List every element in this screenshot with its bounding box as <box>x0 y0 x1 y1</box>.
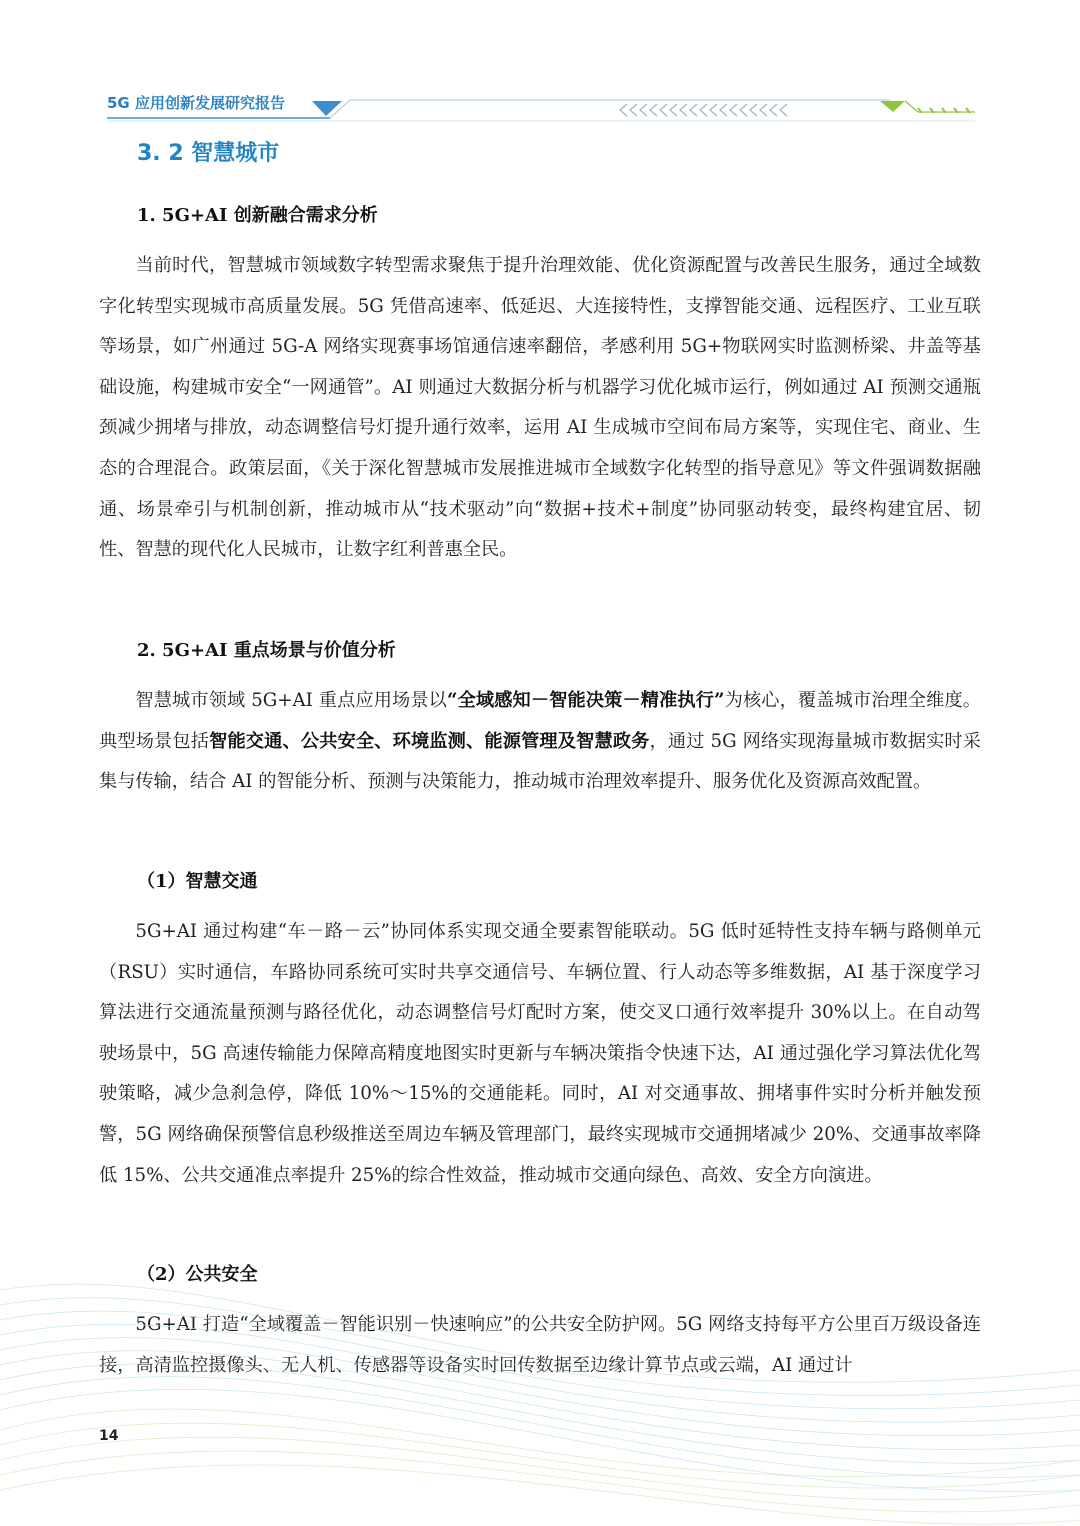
scenario-bold-list: 智能交通、公共安全、环境监测、能源管理及智慧政务 <box>209 730 650 752</box>
section-title: 3. 2 智慧城市 <box>137 141 280 166</box>
scenario-text-a: 智慧城市领域 5G+AI 重点应用场景以 <box>135 690 448 711</box>
paragraph-scenario-analysis <box>99 681 981 803</box>
scenario-bold-core: “全域感知－智能决策－精准执行” <box>447 690 725 711</box>
page-number: 14 <box>99 1428 119 1444</box>
page-header <box>0 0 1080 140</box>
scenario-text-e: ，通过 5G 网络实现海量城市数据实时采集与传输，结合 AI 的智能分析、预测与决策能力，推动城市治理效率提升、服务优化及资源高效配置。 <box>99 730 981 793</box>
scenario-text-c: 为核心，覆盖城市治理全维度。典型场景包括 <box>99 690 981 752</box>
report-title: 5G 应用创新发展研究报告 <box>107 94 285 112</box>
header-decoration <box>0 0 1080 140</box>
paragraph-public-safety: 5G+AI 打造“全域覆盖－智能识别－快速响应”的公共安全防护网。5G 网络支持每平方公里百万级设备连接，高清监控摄像头、无人机、传感器等设备实时回传数据至边缘计算节点或云端，AI 通过计 <box>99 1314 981 1376</box>
paragraph-demand-analysis: 当前时代，智慧城市领域数字转型需求聚焦于提升治理效能、优化资源配置与改善民生服务，通过全域数字化转型实现城市高质量发展。5G 凭借高速率、低延迟、大连接特性，支撑智能交通、远程医疗、工业互联等场景，如广州通过 5G-A 网络实现赛事场馆通信速率翻倍，孝感利用 5G+物联网实时监测桥梁、井盖等基础设施，构建城市安全“一网通管”。AI 则通过大数据分析与机器学习优化城市运行，例如通过 AI 预测交通瓶颈减少拥堵与排放，动态调整信号灯提升通行效率，运用 AI 生成城市空间布局方案等，实现住宅、商业、生态的合理混合。政策层面，《关于深化智慧城市发展推进城市全域数字化转型的指导意见》等文件强调数据融通、场景牵引与机制创新，推动城市从“技术驱动”向“数据+技术+制度”协同驱动转变，最终构建宜居、韧性、智慧的现代化人民城市，让数字红利普惠全民。 <box>99 255 981 561</box>
heading-demand-analysis: 1. 5G+AI 创新融合需求分析 <box>137 205 378 226</box>
heading-smart-traffic: （1）智慧交通 <box>137 871 258 892</box>
heading-scenario-analysis: 2. 5G+AI 重点场景与价值分析 <box>137 640 396 661</box>
paragraph-smart-traffic: 5G+AI 通过构建“车－路－云”协同体系实现交通全要素智能联动。5G 低时延特性支持车辆与路侧单元（RSU）实时通信，车路协同系统可实时共享交通信号、车辆位置、行人动态等多维数据，AI 基于深度学习算法进行交通流量预测与路径优化，动态调整信号灯配时方案，使交叉口通行效率提升 30%以上。在自动驾驶场景中，5G 高速传输能力保障高精度地图实时更新与车辆决策指令快速下达，AI 通过强化学习算法优化驾驶策略，减少急刹急停，降低 10%～15%的交通能耗。同时，AI 对交通事故、拥堵事件实时分析并触发预警，5G 网络确保预警信息秒级推送至周边车辆及管理部门，最终实现城市交通拥堵减少 20%、交通事故率降低 15%、公共交通准点率提升 25%的综合性效益，推动城市交通向绿色、高效、安全方向演进。 <box>99 921 981 1186</box>
heading-public-safety: （2）公共安全 <box>137 1264 258 1285</box>
